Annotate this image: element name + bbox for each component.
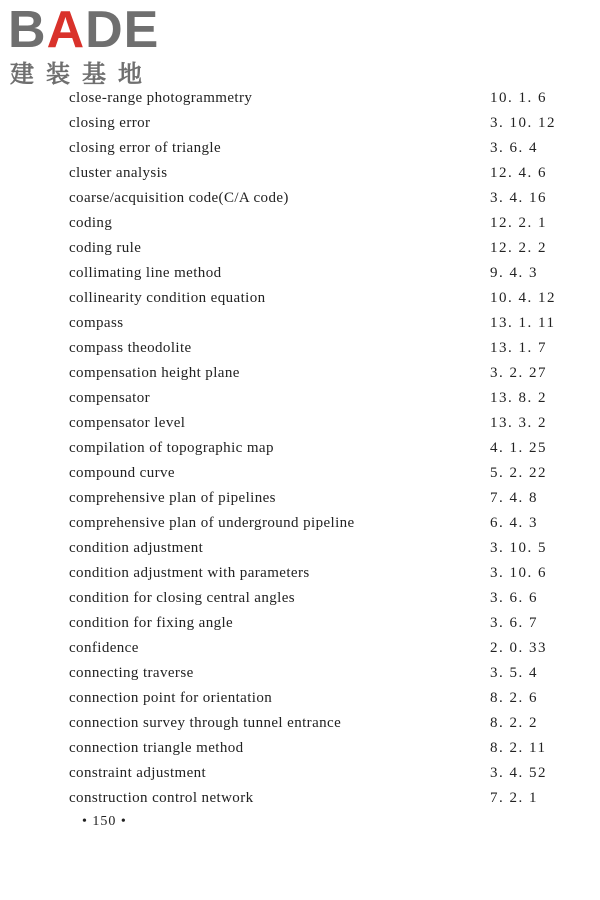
index-entry [69,536,559,561]
index-term: connecting traverse [69,665,194,681]
index-term: construction control network [69,790,254,806]
index-entry [69,461,559,486]
index-reference-number: 3. 5. 4 [490,665,538,681]
index-entry [69,136,559,161]
brand-logo-wordmark [8,1,160,59]
index-entry [69,286,559,311]
index-reference-number: 7. 4. 8 [490,490,538,506]
index-entry [69,586,559,611]
index-entry [69,211,559,236]
index-reference-number: 3. 10. 6 [490,565,547,581]
index-entry [69,436,559,461]
index-entry [69,611,559,636]
index-entry [69,711,559,736]
index-term: compensation height plane [69,365,240,381]
index-term: closing error of triangle [69,140,222,156]
index-reference-number: 8. 2. 2 [490,715,538,731]
index-entry [69,736,559,761]
index-term: comprehensive plan of pipelines [69,490,276,506]
index-reference-number: 8. 2. 6 [490,690,538,706]
brand-logo-letter-b: B [8,1,47,59]
index-reference-number: 5. 2. 22 [490,465,547,481]
page-number: • 150 • [82,814,127,829]
index-term: compensator level [69,415,186,431]
index-entry [69,786,559,811]
index-reference-number: 13. 8. 2 [490,390,547,406]
index-reference-number: 13. 1. 7 [490,340,547,356]
index-reference-number: 12. 4. 6 [490,165,547,181]
index-entry [69,86,559,111]
index-entry [69,186,559,211]
index-reference-number: 3. 4. 52 [490,765,547,781]
index-reference-number: 3. 6. 6 [490,590,538,606]
index-term: condition adjustment with parameters [69,565,310,581]
index-reference-number: 13. 1. 11 [490,315,556,331]
index-reference-number: 3. 6. 4 [490,140,538,156]
index-term: compound curve [69,465,175,481]
index-entry [69,686,559,711]
brand-logo-accent-letter: A [46,1,86,59]
index-reference-number: 12. 2. 1 [490,215,547,231]
index-entry [69,261,559,286]
index-term: closing error [69,115,151,131]
index-term: compilation of topographic map [69,440,274,456]
index-reference-number: 6. 4. 3 [490,515,538,531]
index-term: confidence [69,640,139,656]
index-entry [69,336,559,361]
index-reference-number: 2. 0. 33 [490,640,547,656]
index-term: coarse/acquisition code(C/A code) [69,190,289,206]
index-entry-list [69,86,559,811]
brand-logo-letters-de: DE [85,1,160,59]
index-term: connection point for orientation [69,690,273,706]
index-reference-number: 4. 1. 25 [490,440,547,456]
index-term: collinearity condition equation [69,290,266,306]
index-reference-number: 10. 4. 12 [490,290,556,306]
index-term: condition for fixing angle [69,615,234,631]
index-reference-number: 12. 2. 2 [490,240,547,256]
index-reference-number: 3. 2. 27 [490,365,547,381]
index-term: condition adjustment [69,540,204,556]
index-term: condition for closing central angles [69,590,296,606]
index-term: collimating line method [69,265,222,281]
index-term: close-range photogrammetry [69,90,253,106]
index-reference-number: 3. 10. 5 [490,540,547,556]
index-entry [69,236,559,261]
index-term: connection survey through tunnel entrance [69,715,342,731]
index-term: compensator [69,390,151,406]
index-reference-number: 7. 2. 1 [490,790,538,806]
index-entry [69,361,559,386]
index-entry [69,636,559,661]
index-entry [69,111,559,136]
index-term: comprehensive plan of underground pipeline [69,515,355,531]
index-term: coding rule [69,240,142,256]
index-entry [69,161,559,186]
index-reference-number: 3. 4. 16 [490,190,547,206]
index-reference-number: 3. 6. 7 [490,615,538,631]
index-entry [69,411,559,436]
brand-logo [8,1,178,94]
index-entry [69,486,559,511]
brand-logo-chinese-text: 建装基地 [10,60,154,88]
index-term: compass theodolite [69,340,192,356]
index-term: connection triangle method [69,740,244,756]
index-term: cluster analysis [69,165,168,181]
index-entry [69,561,559,586]
index-entry [69,386,559,411]
index-reference-number: 13. 3. 2 [490,415,547,431]
index-entry [69,511,559,536]
index-reference-number: 8. 2. 11 [490,740,547,756]
index-reference-number: 10. 1. 6 [490,90,547,106]
index-reference-number: 9. 4. 3 [490,265,538,281]
index-entry [69,661,559,686]
index-term: compass [69,315,124,331]
index-term: constraint adjustment [69,765,207,781]
index-term: coding [69,215,113,231]
index-entry [69,761,559,786]
index-reference-number: 3. 10. 12 [490,115,556,131]
index-entry [69,311,559,336]
